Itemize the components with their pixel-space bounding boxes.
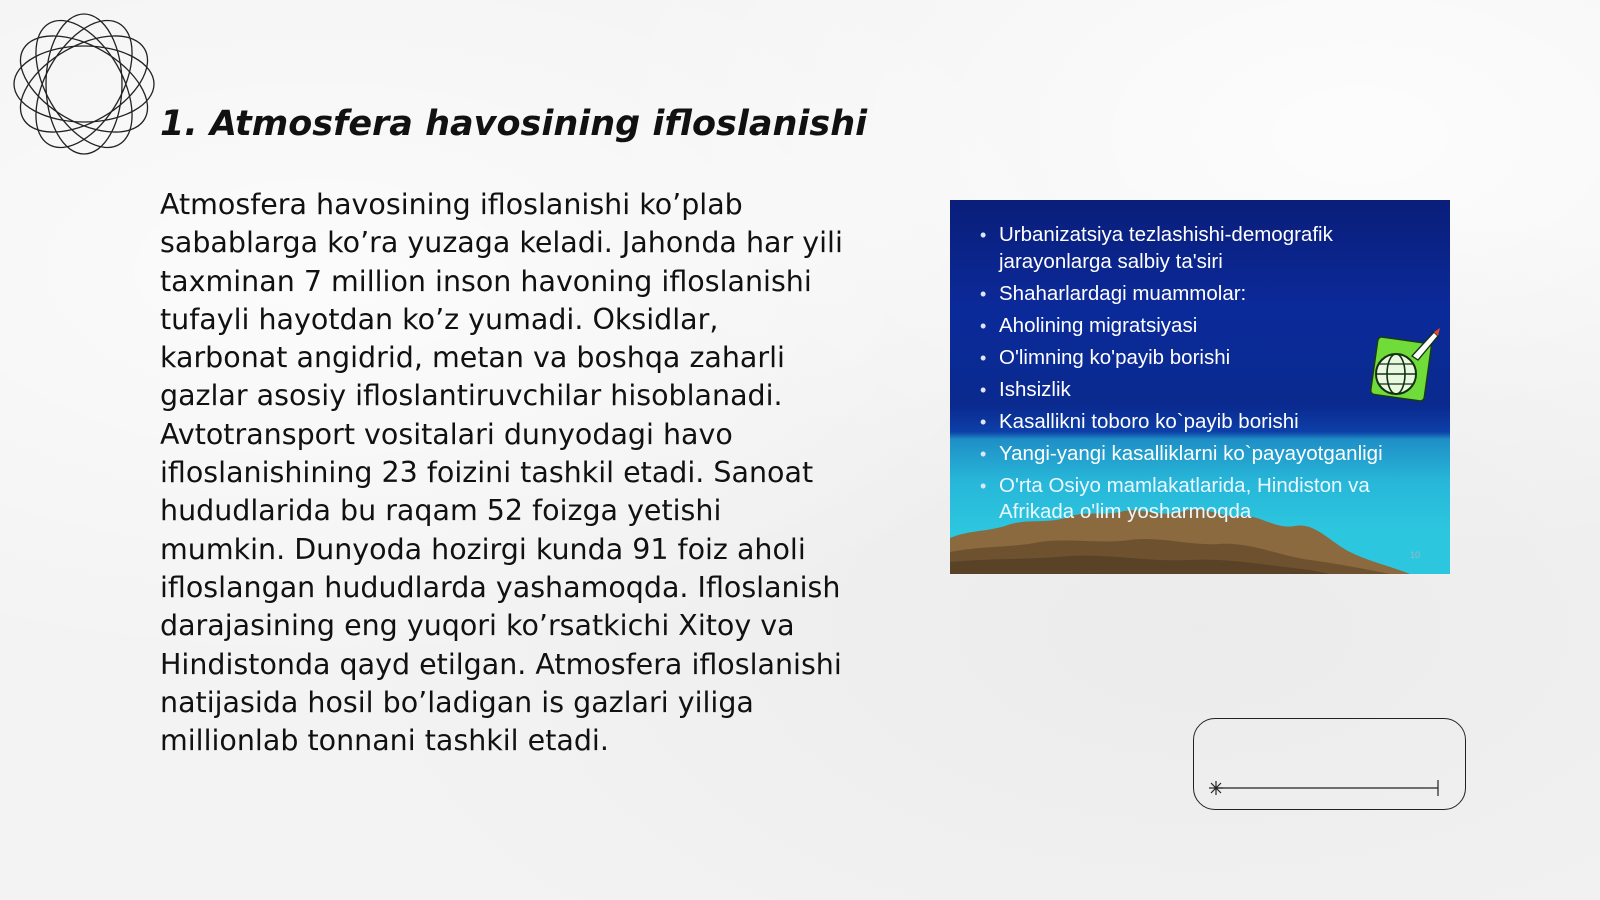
list-item: • Aholining migratsiyasi	[980, 313, 1430, 340]
page-number: 10	[1409, 550, 1420, 560]
decorative-rings-icon	[8, 8, 160, 160]
globe-rocket-icon	[1368, 326, 1442, 404]
slide-body-text: Atmosfera havosining ifloslanishi ko’plab sabablarga ko’ra yuzaga keladi. Jahonda har yili taxminan 7 million inson havoning ifloslanishi tufayli hayotdan ko’z yumadi. Oksidlar, karbonat angidrid, metan va boshqa zaharli gazlar asosiy ifloslantiruvchilar hisoblanadi. Avtotransport vositalari dunyodagi havo ifloslanishining 23 foizini tashkil etadi. Sanoat hududlarida bu raqam 52 foizga yetishi mumkin. Dunyoda hozirgi kunda 91 foiz aholi ifloslangan hududlarda yashamoqda. Ifloslanish darajasining eng yuqori ko’rsatkichi Xitoy va Hindistonda qayd etilgan. Atmosfera ifloslanishi natijasida hosil bo’ladigan is gazlari yiliga millionlab tonnani tashkil etadi.	[160, 188, 843, 758]
list-item: • Shaharlardagi muammolar:	[980, 281, 1430, 308]
bullet-list	[980, 222, 1430, 531]
list-item: • O'rta Osiyo mamlakatlarida, Hindiston va Afrikada o'lim yosharmoqda	[980, 473, 1430, 526]
star-line-icon	[1208, 780, 1448, 796]
list-item: • Urbanizatsiya tezlashishi-demografik jarayonlarga salbiy ta'siri	[980, 222, 1430, 275]
list-item: • Yangi-yangi kasalliklarni ko`payayotganligi	[980, 441, 1430, 468]
slide-title: 1. Atmosfera havosining ifloslanishi	[160, 104, 868, 144]
list-item: • Ishsizlik	[980, 377, 1430, 404]
list-item: • O'limning ko'payib borishi	[980, 345, 1430, 372]
embedded-slide-image	[950, 200, 1450, 574]
list-item: • Kasallikni toboro ko`payib borishi	[980, 409, 1430, 436]
decorative-frame	[1193, 718, 1466, 810]
